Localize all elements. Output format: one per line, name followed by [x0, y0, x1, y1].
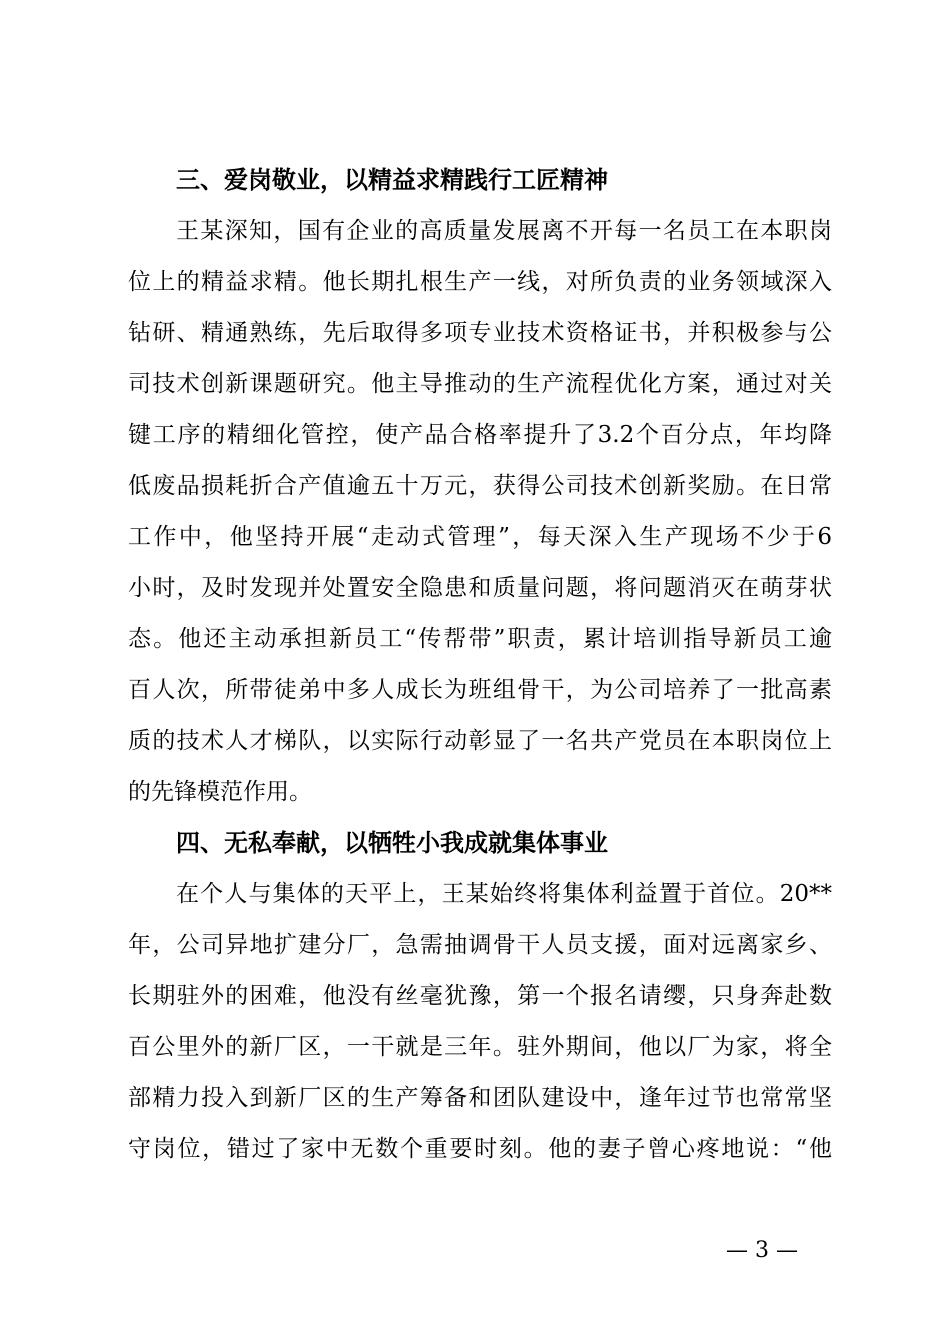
- section-heading-3: 三、爱岗敬业，以精益求精践行工匠精神: [176, 166, 608, 194]
- paragraph-line: 百公里外的新厂区，一干就是三年。驻外期间，他以厂为家，将全: [128, 1034, 832, 1060]
- paragraph-line: 部精力投入到新厂区的生产筹备和团队建设中，逢年过节也常常坚: [128, 1085, 832, 1111]
- paragraph-line: 王某深知，国有企业的高质量发展离不开每一名员工在本职岗: [176, 218, 832, 244]
- section-paragraph-3: [128, 206, 832, 818]
- page-number: — 3 —: [726, 1238, 798, 1263]
- paragraph-line: 长期驻外的困难，他没有丝毫犹豫，第一个报名请缨，只身奔赴数: [128, 983, 832, 1009]
- paragraph-line: 的先锋模范作用。: [128, 779, 312, 805]
- paragraph-line: 在个人与集体的天平上，王某始终将集体利益置于首位。20**: [176, 881, 832, 907]
- paragraph-line: 质的技术人才梯队，以实际行动彰显了一名共产党员在本职岗位上: [128, 728, 832, 754]
- paragraph-line: 低废品损耗折合产值逾五十万元，获得公司技术创新奖励。在日常: [128, 473, 832, 499]
- paragraph-line: 键工序的精细化管控，使产品合格率提升了3.2个百分点，年均降: [128, 422, 832, 448]
- paragraph-line: 百人次，所带徒弟中多人成长为班组骨干，为公司培养了一批高素: [128, 677, 832, 703]
- section-heading-4: 四、无私奉献，以牺牲小我成就集体事业: [176, 829, 608, 857]
- section-paragraph-4: [128, 869, 832, 1175]
- document-body: [128, 155, 832, 1175]
- paragraph-line: 工作中，他坚持开展“走动式管理”，每天深入生产现场不少于6: [128, 524, 832, 550]
- paragraph-line: 位上的精益求精。他长期扎根生产一线，对所负责的业务领域深入: [128, 269, 832, 295]
- paragraph-line: 钻研、精通熟练，先后取得多项专业技术资格证书，并积极参与公: [128, 320, 832, 346]
- paragraph-line: 年，公司异地扩建分厂，急需抽调骨干人员支援，面对远离家乡、: [128, 932, 832, 958]
- paragraph-line: 小时，及时发现并处置安全隐患和质量问题，将问题消灭在萌芽状: [128, 575, 832, 601]
- paragraph-line: 司技术创新课题研究。他主导推动的生产流程优化方案，通过对关: [128, 371, 832, 397]
- paragraph-line: 守岗位，错过了家中无数个重要时刻。他的妻子曾心疼地说：“他: [128, 1136, 832, 1162]
- paragraph-line: 态。他还主动承担新员工“传帮带”职责，累计培训指导新员工逾: [128, 626, 832, 652]
